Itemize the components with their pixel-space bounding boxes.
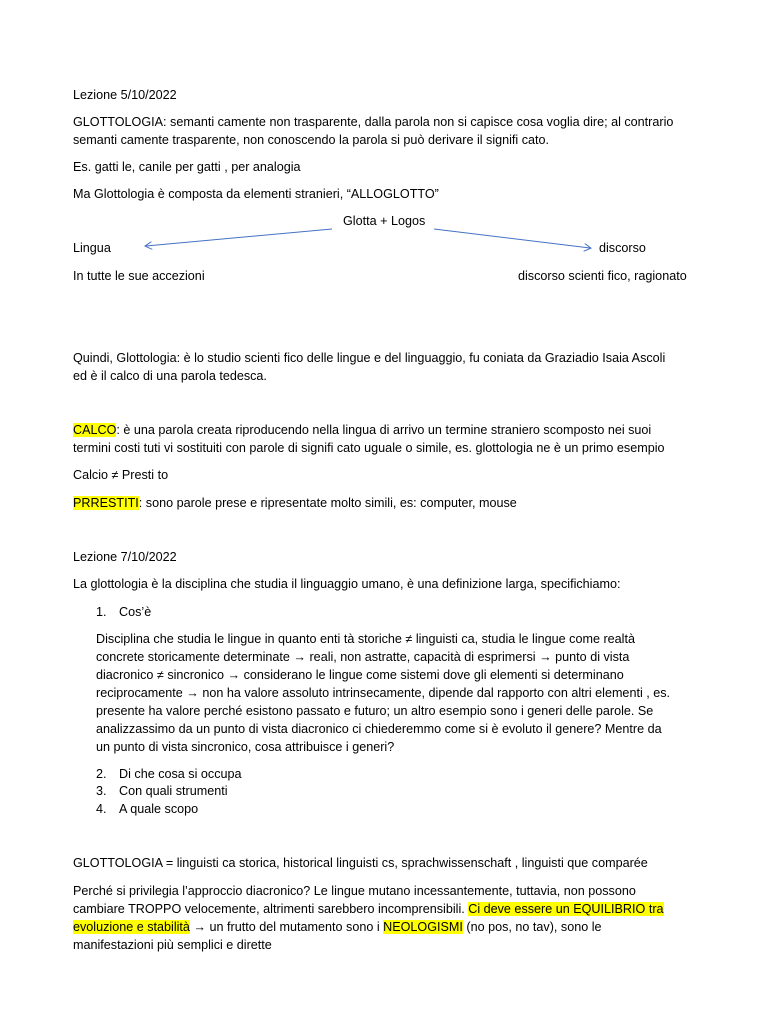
prestiti-line <box>73 494 517 512</box>
diagram-arrows <box>0 0 768 300</box>
diagram-center-label: Glotta + Logos <box>343 214 426 228</box>
alloglotto-line: Ma Glottologia è composta da elementi stranieri, “ALLOGLOTTO” <box>73 187 439 201</box>
list-item-4: A quale scopo <box>119 802 199 816</box>
calco-line-1 <box>73 421 651 439</box>
diagram-left-word: Lingua <box>73 241 111 255</box>
glottologia-intro: La glottologia è la disciplina che studia il linguaggio umano, è una definizione larga, specifichiamo: <box>73 577 621 591</box>
para-line-1: Disciplina che studia le lingue in quanto enti tà storiche ≠ linguisti ca, studia le lingue come realtà <box>96 632 635 646</box>
neologismi-highlight: NEOLOGISMI <box>383 920 463 934</box>
quindi-line-1: Quindi, Glottologia: è lo studio scienti fico delle lingue e del linguaggio, fu coniata da Graziadio Isaia Ascoli <box>73 351 666 365</box>
glottologia-definition-line-1: GLOTTOLOGIA: semanti camente non trasparente, dalla parola non si capisce cosa voglia dire; al contrario <box>73 115 674 129</box>
final-line-2-text: cambiare TROPPO velocemente, altrimenti sarebbero incomprensibili. <box>73 902 469 916</box>
final-line-4: manifestazioni più semplici e dirette <box>73 938 272 952</box>
analogy-example: Es. gatti le, canile per gatti , per analogia <box>73 160 301 174</box>
glottologia-definition-line-2: semanti camente trasparente, non conoscendo la parola si può derivare il signifi cato. <box>73 133 550 147</box>
arrow-right <box>434 229 590 248</box>
diagram-right-word: discorso <box>599 241 646 255</box>
final-line-3-end: (no pos, no tav), sono le <box>462 920 602 934</box>
glottologia-equivalents: GLOTTOLOGIA = linguisti ca storica, historical linguisti cs, sprachwissenschaft , linguisti que comparée <box>73 856 648 870</box>
calcio-prestito: Calcio ≠ Presti to <box>73 468 169 482</box>
para-line-2: concrete storicamente determinate → reali, non astratte, capacità di esprimersi → punto di vista <box>96 650 630 664</box>
diagram-left-description: In tutte le sue accezioni <box>73 269 205 283</box>
final-line-2 <box>73 900 664 918</box>
equilibrio-highlight: Ci deve essere un EQUILIBRIO tra <box>468 902 664 916</box>
final-line-1: Perché si privilegia l’approccio diacronico? Le lingue mutano incessantemente, tuttavia, non possono <box>73 884 636 898</box>
calco-line-2: termini costi tuti vi sostituiti con parole di signifi cato uguale o simile, es. glottologia ne è un primo esempio <box>73 441 665 455</box>
para-line-3: diacronico ≠ sincronico → considerano le lingue come sistemi dove gli elementi si determinano <box>96 668 624 682</box>
list-item-3: Con quali strumenti <box>119 784 228 798</box>
lesson-heading-2: Lezione 7/10/2022 <box>73 550 177 564</box>
lesson-heading-1: Lezione 5/10/2022 <box>73 88 177 102</box>
evoluzione-highlight: evoluzione e stabilità <box>73 920 190 934</box>
list-number-4: 4. <box>96 802 107 816</box>
arrow-left <box>146 229 332 246</box>
para-line-7: un punto di vista sincronico, cosa attribuisce i generi? <box>96 740 395 754</box>
quindi-line-2: ed è il calco di una parola tedesca. <box>73 369 267 383</box>
list-item-2: Di che cosa si occupa <box>119 767 242 781</box>
prestiti-definition: : sono parole prese e ripresentate molto simili, es: computer, mouse <box>138 496 517 510</box>
prestiti-term: PRRESTITI <box>73 496 139 510</box>
list-number-2: 2. <box>96 767 107 781</box>
para-line-6: analizzassimo da un punto di vista diacronico ci chiederemmo come si è evoluto il genere? Mentre da <box>96 722 662 736</box>
list-number-1: 1. <box>96 605 107 619</box>
list-item-1: Cos’è <box>119 605 152 619</box>
calco-term: CALCO <box>73 423 117 437</box>
para-line-4: reciprocamente → non ha valore assoluto intrinsecamente, dipende dal rapporto con altri elementi , es. <box>96 686 671 700</box>
para-line-5: presente ha valore perché esistono passato e futuro; un altro esempio sono i generi delle parole. Se <box>96 704 654 718</box>
list-number-3: 3. <box>96 784 107 798</box>
calco-definition: : è una parola creata riproducendo nella lingua di arrivo un termine straniero scomposto nei suoi <box>116 423 652 437</box>
final-line-3-text: → un frutto del mutamento sono i <box>189 920 384 934</box>
final-line-3 <box>73 918 602 936</box>
diagram-right-description: discorso scienti fico, ragionato <box>518 269 687 283</box>
